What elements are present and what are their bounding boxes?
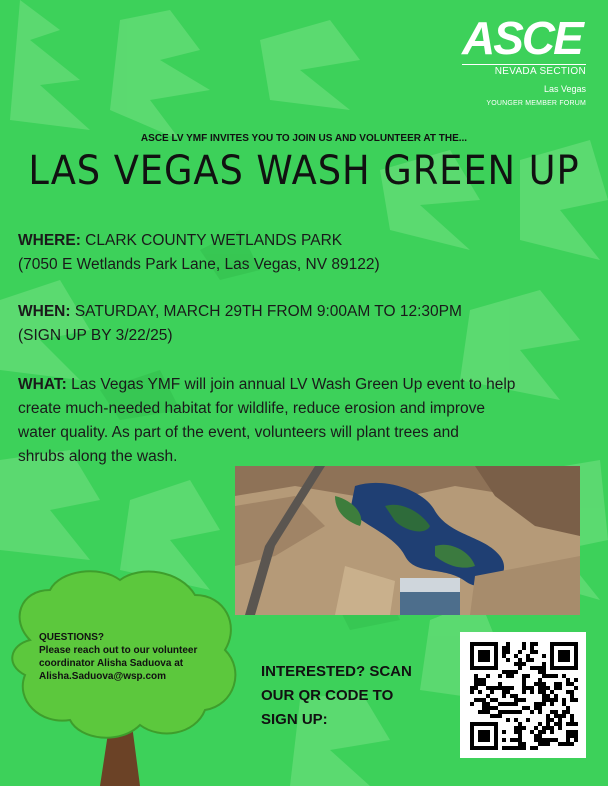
qr-code-icon xyxy=(460,632,586,758)
scan-line-1: INTERESTED? SCAN xyxy=(261,663,412,680)
what-line-1 xyxy=(18,373,608,396)
invite-line: ASCE LV YMF INVITES YOU TO JOIN US AND VOLUNTEER AT THE... xyxy=(140,133,468,144)
logo-section-text: NEVADA SECTION xyxy=(494,66,586,77)
logo-forum-text: YOUNGER MEMBER FORUM xyxy=(486,100,586,107)
questions-block xyxy=(39,631,229,683)
what-text-1: Las Vegas YMF will join annual LV Wash Green Up event to help xyxy=(71,376,516,393)
what-line-4: shrubs along the wash. xyxy=(18,448,178,465)
event-title: LAS VEGAS WASH GREEN UP xyxy=(28,148,580,194)
what-label: WHAT: xyxy=(18,376,67,393)
questions-heading: QUESTIONS? xyxy=(39,632,105,643)
scan-line-2: OUR QR CODE TO xyxy=(261,687,394,704)
what-line-3: water quality. As part of the event, volunteers will plant trees and xyxy=(18,424,459,441)
where-line xyxy=(18,229,608,252)
when-line xyxy=(18,300,608,323)
questions-email[interactable]: Alisha.Saduova@wsp.com xyxy=(39,671,167,682)
scan-line-3: SIGN UP: xyxy=(261,711,328,728)
what-line-2: create much-needed habitat for wildlife, reduce erosion and improve xyxy=(18,400,485,417)
questions-line-2: coordinator Alisha Saduova at xyxy=(39,658,184,669)
logo-divider xyxy=(462,64,586,65)
signup-deadline: (SIGN UP BY 3/22/25) xyxy=(18,327,173,344)
wash-aerial-photo xyxy=(235,466,580,615)
scan-cta xyxy=(261,660,441,732)
when-value: SATURDAY, MARCH 29TH FROM 9:00AM TO 12:30PM xyxy=(74,303,462,320)
logo-city-text: Las Vegas xyxy=(543,84,586,94)
where-value: CLARK COUNTY WETLANDS PARK xyxy=(85,232,343,249)
where-address: (7050 E Wetlands Park Lane, Las Vegas, NV 89122) xyxy=(18,256,380,273)
asce-logo: ASCE xyxy=(462,12,582,64)
where-label: WHERE: xyxy=(18,232,81,249)
questions-line-1: Please reach out to our volunteer xyxy=(39,645,198,656)
when-label: WHEN: xyxy=(18,303,71,320)
signup-qr-code[interactable] xyxy=(460,632,586,758)
